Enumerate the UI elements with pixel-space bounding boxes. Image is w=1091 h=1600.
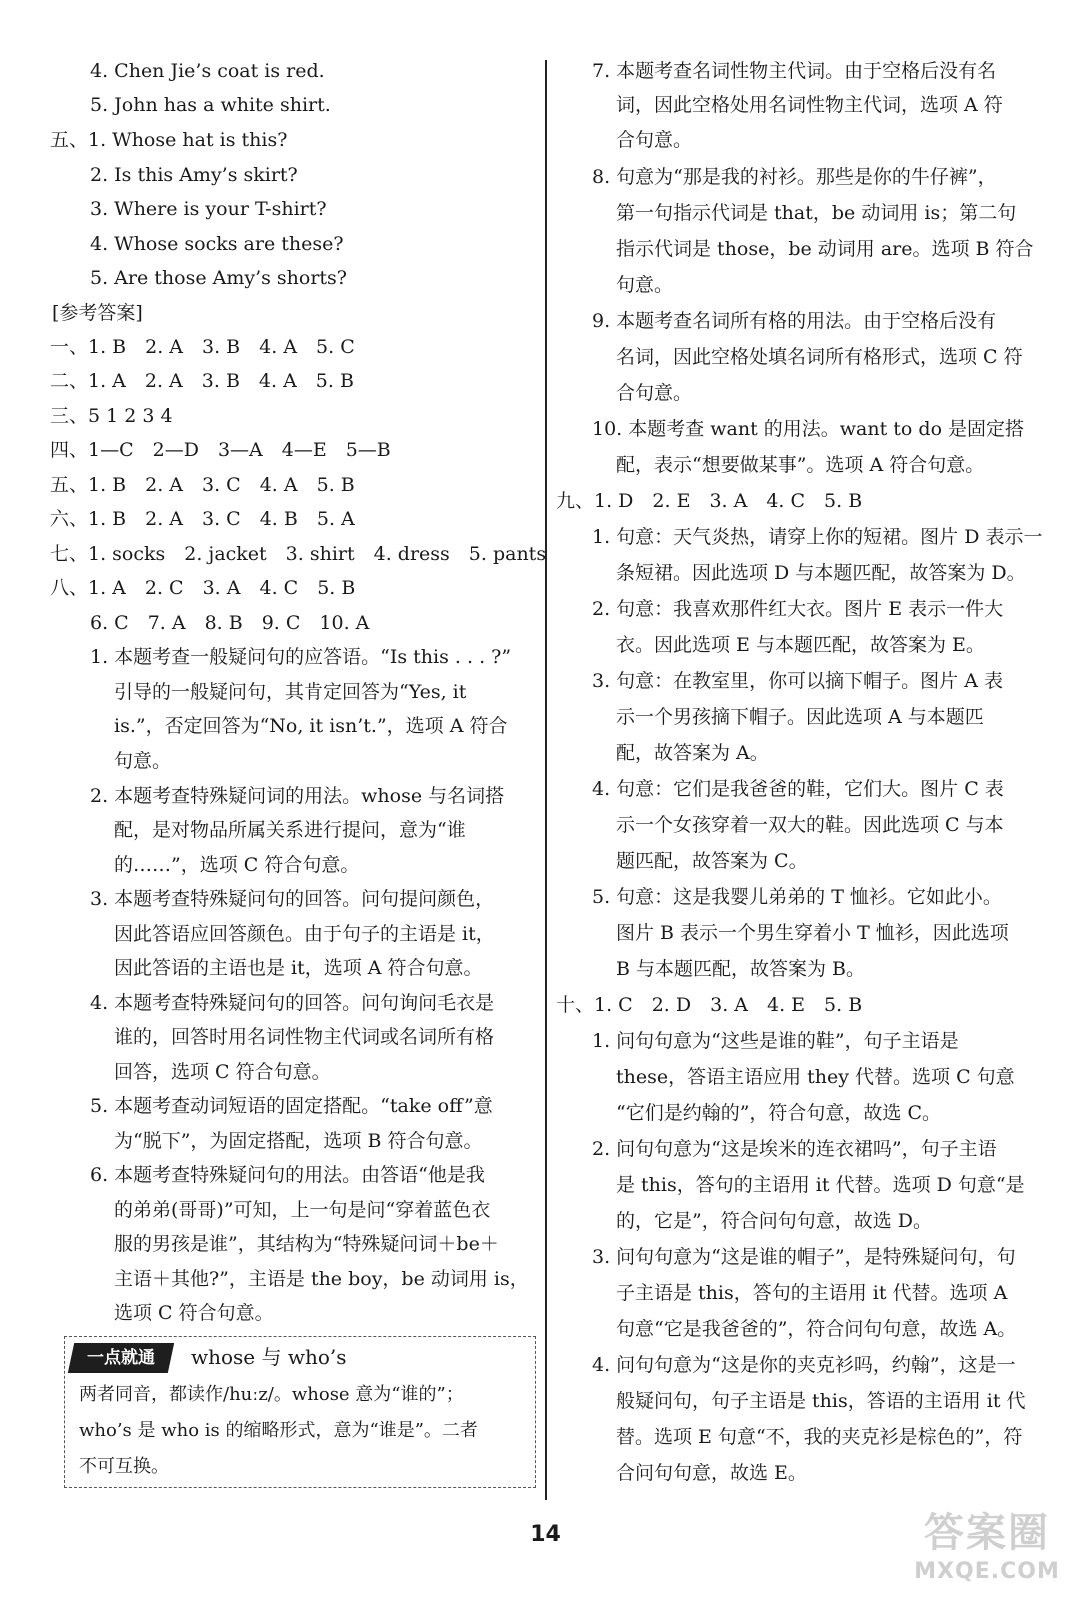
text-line: 第一句指示代词是 that，be 动词用 is；第二句 (616, 202, 1017, 224)
text-line: 的弟弟(哥哥)”可知，上一句是问“穿着蓝色衣 (114, 1199, 491, 1221)
text-line: 五、1. Whose hat is this? (50, 129, 288, 151)
text-line: 的，它是”，符合问句句意，故选 D。 (616, 1210, 932, 1232)
text-line: 5. John has a white shirt. (90, 94, 331, 116)
text-line: 4. 句意：它们是我爸爸的鞋，它们大。图片 C 表 (592, 778, 1004, 800)
text-line: 句意。 (616, 274, 674, 296)
text-line: 9. 本题考查名词所有格的用法。由于空格后没有 (592, 310, 997, 332)
text-line: 词，因此空格处用名词性物主代词，选项 A 符 (616, 94, 1003, 116)
text-line: 服的男孩是谁”，其结构为“特殊疑问词＋be＋ (114, 1233, 499, 1255)
text-line: 8. 句意为“那是我的衬衫。那些是你的牛仔裤”， (592, 166, 997, 188)
text-line: 配，表示“想要做某事”。选项 A 符合句意。 (616, 454, 985, 476)
tip-line: who’s 是 who is 的缩略形式，意为“谁是”。二者 (79, 1420, 478, 1441)
answer-row: 一、1. B 2. A 3. B 4. A 5. C (50, 336, 355, 358)
text-line: 谁的，回答时用名词性物主代词或名词所有格 (114, 1026, 495, 1048)
text-line: 因此答语应回答颜色。由于句子的主语是 it， (114, 923, 495, 945)
text-line: 5. 句意：这是我婴儿弟弟的 T 恤衫。它如此小。 (592, 886, 1002, 908)
text-line: 3. 问句句意为“这是谁的帽子”，是特殊疑问句，句 (592, 1246, 1016, 1268)
text-line: 句意。 (114, 750, 172, 772)
text-line: 句意“它是我爸爸的”，符合问句句意，故选 A。 (616, 1318, 1017, 1340)
text-line: 合句意。 (616, 129, 693, 151)
reference-answers-heading: [参考答案] (52, 302, 143, 324)
text-line: 1. 问句句意为“这些是谁的鞋”，句子主语是 (592, 1030, 959, 1052)
text-line: 子主语是 this，答句的主语用 it 代替。选项 A (616, 1282, 1008, 1304)
text-line: 5. 本题考查动词短语的固定搭配。“take off”意 (90, 1095, 493, 1117)
text-line: 因此答语的主语也是 it，选项 A 符合句意。 (114, 957, 483, 979)
answer-row: 二、1. A 2. A 3. B 4. A 5. B (50, 370, 354, 392)
column-divider (545, 60, 547, 1500)
answer-row: 十、1. C 2. D 3. A 4. E 5. B (556, 994, 863, 1016)
text-line: 示一个女孩穿着一双大的鞋。因此选项 C 与本 (616, 814, 1004, 836)
tip-line: 不可互换。 (79, 1456, 169, 1477)
text-line: 1. 句意：天气炎热，请穿上你的短裙。图片 D 表示一 (592, 526, 1043, 548)
text-line: 3. Where is your T-shirt? (90, 198, 327, 220)
text-line: 示一个男孩摘下帽子。因此选项 A 与本题匹 (616, 706, 984, 728)
answer-row: 七、1. socks 2. jacket 3. shirt 4. dress 5. pants (50, 543, 547, 565)
text-line: 选项 C 符合句意。 (114, 1302, 274, 1324)
text-line: 2. 问句句意为“这是埃米的连衣裙吗”，句子主语 (592, 1138, 997, 1160)
text-line: 4. 本题考查特殊疑问句的回答。问句询问毛衣是 (90, 992, 495, 1014)
text-line: 配，故答案为 A。 (616, 742, 769, 764)
page-number: 14 (530, 1522, 561, 1547)
text-line: 1. 本题考查一般疑问句的应答语。“Is this . . . ?” (90, 646, 512, 668)
tip-title: whose 与 who’s (191, 1345, 347, 1369)
text-line: 条短裙。因此选项 D 与本题匹配，故答案为 D。 (616, 562, 1026, 584)
text-line: 主语＋其他?”，主语是 the boy，be 动词用 is， (114, 1268, 529, 1290)
text-line: 6. 本题考查特殊疑问句的用法。由答语“他是我 (90, 1164, 485, 1186)
answer-row: 九、1. D 2. E 3. A 4. C 5. B (556, 490, 863, 512)
watermark-logo (897, 1508, 1077, 1594)
text-line: 2. Is this Amy’s skirt? (90, 164, 298, 186)
text-line: 为“脱下”，为固定搭配，选项 B 符合句意。 (114, 1130, 483, 1152)
text-line: 4. Chen Jie’s coat is red. (90, 60, 325, 82)
text-line: 题匹配，故答案为 C。 (616, 850, 808, 872)
watermark-url: MXQE.COM (914, 1559, 1060, 1584)
answer-row: 六、1. B 2. A 3. C 4. B 5. A (50, 508, 355, 530)
text-line: 合问句句意，故选 E。 (616, 1462, 807, 1484)
text-line: 的……”，选项 C 符合句意。 (114, 854, 360, 876)
text-line: 替。选项 E 句意“不，我的夹克衫是棕色的”，符 (616, 1426, 1023, 1448)
text-line: 合句意。 (616, 382, 693, 404)
text-line: 2. 句意：我喜欢那件红大衣。图片 E 表示一件大 (592, 598, 1004, 620)
text-line: 4. Whose socks are these? (90, 233, 344, 255)
text-line: 般疑问句，句子主语是 this，答语的主语用 it 代 (616, 1390, 1026, 1412)
answer-row: 6. C 7. A 8. B 9. C 10. A (90, 612, 370, 634)
text-line: 2. 本题考查特殊疑问词的用法。whose 与名词搭 (90, 785, 505, 807)
text-line: 指示代词是 those，be 动词用 are。选项 B 符合 (616, 238, 1034, 260)
text-line: “它们是约翰的”，符合句意，故选 C。 (616, 1102, 942, 1124)
text-line: 回答，选项 C 符合句意。 (114, 1061, 331, 1083)
text-line: 10. 本题考查 want 的用法。want to do 是固定搭 (592, 418, 1025, 440)
answer-row: 四、1—C 2—D 3—A 4—E 5—B (50, 439, 391, 461)
text-line: 配，是对物品所属关系进行提问，意为“谁 (114, 819, 466, 841)
text-line: 图片 B 表示一个男生穿着小 T 恤衫，因此选项 (616, 922, 1009, 944)
text-line: 衣。因此选项 E 与本题匹配，故答案为 E。 (616, 634, 985, 656)
text-line: these，答语主语应用 they 代替。选项 C 句意 (616, 1066, 1015, 1088)
text-line: 5. Are those Amy’s shorts? (90, 267, 347, 289)
watermark-text: 答案圈 (924, 1510, 1050, 1556)
text-line: 7. 本题考查名词性物主代词。由于空格后没有名 (592, 60, 997, 82)
tip-box (64, 1336, 536, 1488)
text-line: 名词，因此空格处填名词所有格形式，选项 C 符 (616, 346, 1023, 368)
text-line: 引导的一般疑问句，其肯定回答为“Yes, it (114, 681, 467, 703)
answer-row: 八、1. A 2. C 3. A 4. C 5. B (50, 577, 356, 599)
text-line: 是 this，答句的主语用 it 代替。选项 D 句意“是 (616, 1174, 1025, 1196)
answer-row: 三、5 1 2 3 4 (50, 405, 173, 427)
text-line: 3. 句意：在教室里，你可以摘下帽子。图片 A 表 (592, 670, 1003, 692)
answer-row: 五、1. B 2. A 3. C 4. A 5. B (50, 474, 355, 496)
tip-tag: 一点就通 (68, 1343, 174, 1373)
text-line: B 与本题匹配，故答案为 B。 (616, 958, 866, 980)
text-line: 4. 问句句意为“这是你的夹克衫吗，约翰”，这是一 (592, 1354, 1016, 1376)
text-line: is.”，否定回答为“No, it isn’t.”，选项 A 符合 (114, 715, 508, 737)
tip-line: 两者同音，都读作/huːz/。whose 意为“谁的”； (79, 1384, 464, 1405)
text-line: 3. 本题考查特殊疑问句的回答。问句提问颜色， (90, 888, 495, 910)
